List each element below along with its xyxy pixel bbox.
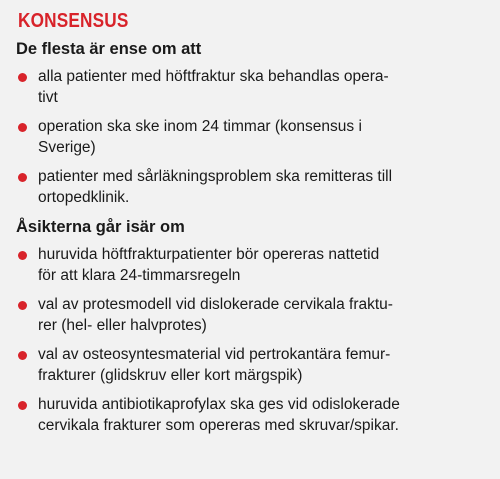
bullet-icon: [18, 251, 27, 260]
list-item-line: Sverige): [38, 139, 96, 156]
list-item: [14, 116, 486, 158]
list-item-line: patienter med sårläkningsproblem ska remitteras till: [38, 168, 393, 185]
disagree-section-title: Åsikterna går isär om: [16, 218, 185, 236]
bullet-icon: [18, 351, 27, 360]
bullet-icon: [18, 401, 27, 410]
list-item-line: operation ska ske inom 24 timmar (konsensus i: [38, 118, 362, 135]
list-item: [14, 294, 486, 336]
list-item: [14, 244, 486, 286]
box-heading: KONSENSUS: [18, 10, 129, 32]
list-item: [14, 394, 486, 436]
list-item-line: huruvida höftfrakturpatienter bör opereras nattetid: [38, 246, 380, 263]
list-item-line: alla patienter med höftfraktur ska behandlas opera-: [38, 68, 389, 85]
disagree-list: [14, 244, 486, 436]
bullet-icon: [18, 173, 27, 182]
list-item-line: huruvida antibiotikaprofylax ska ges vid odislokerade: [38, 396, 400, 413]
bullet-icon: [18, 73, 27, 82]
list-item-line: ortopedklinik.: [38, 189, 130, 206]
list-item: [14, 166, 486, 208]
list-item-line: val av protesmodell vid dislokerade cervikala fraktu-: [38, 296, 393, 313]
bullet-icon: [18, 301, 27, 310]
list-item-line: för att klara 24-timmarsregeln: [38, 267, 241, 284]
list-item: [14, 66, 486, 108]
agree-list: [14, 66, 486, 208]
list-item-line: val av osteosyntesmaterial vid pertrokantära femur-: [38, 346, 391, 363]
list-item-line: rer (hel- eller halvprotes): [38, 317, 207, 334]
agree-section-title: De flesta är ense om att: [16, 40, 202, 58]
list-item-line: tivt: [38, 89, 58, 106]
list-item-line: frakturer (glidskruv eller kort märgspik): [38, 367, 303, 384]
list-item-line: cervikala frakturer som opereras med skruvar/spikar.: [38, 417, 399, 434]
list-item: [14, 344, 486, 386]
bullet-icon: [18, 123, 27, 132]
